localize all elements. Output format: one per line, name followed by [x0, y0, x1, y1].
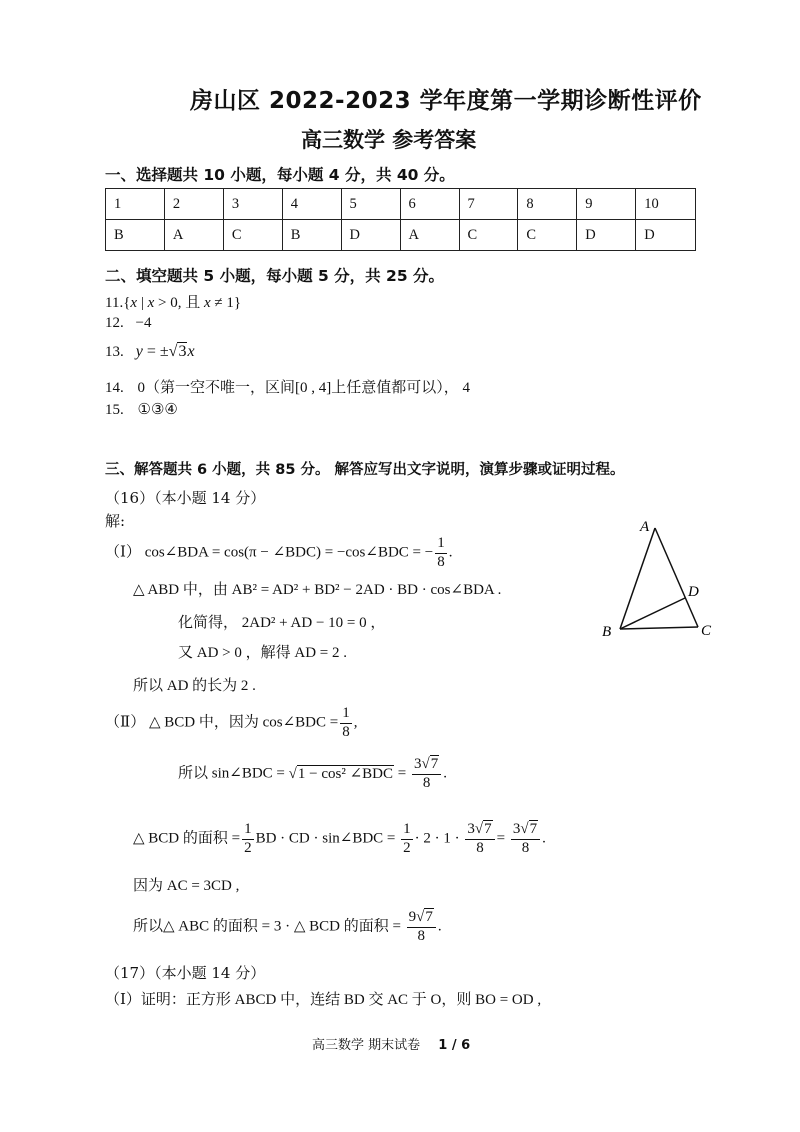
math-text: 3 [467, 821, 475, 837]
frac-den: 8 [422, 774, 431, 791]
side-ac [655, 528, 698, 627]
frac-num [412, 757, 441, 775]
frac-den: 8 [476, 839, 484, 856]
triangle-figure [596, 516, 736, 646]
table-cell: A [400, 220, 459, 251]
sqrt-sign: √7 [474, 821, 492, 837]
table-cell: A [164, 220, 223, 251]
frac-den: 2 [244, 839, 252, 856]
math-var: x [187, 343, 195, 360]
frac-den: 8 [417, 927, 426, 944]
math-text: 7 [529, 821, 538, 837]
part2-line4: 因为 AC = 3CD , [133, 878, 240, 894]
sqrt-sign: √7 [421, 756, 439, 772]
side-bc [620, 627, 698, 629]
table-cell: C [518, 220, 577, 251]
part2-line1: （Ⅱ） △ BCD 中，因为 cos∠BDC = $\frac{1}{8}$ , [105, 705, 358, 740]
table-cell: B [282, 220, 341, 251]
math-text: = [397, 765, 407, 782]
frac-num: 1 [340, 706, 352, 724]
answer-line-11 [105, 291, 241, 312]
sqrt-sign: √7 [520, 821, 538, 837]
part2-line2: 所以 sin∠BDC = √1 − cos² ∠BDC = $\frac{3√7}{8}$ . [178, 756, 447, 791]
table-cell: 10 [636, 189, 696, 220]
math-var: x [203, 295, 211, 311]
fraction [242, 822, 254, 857]
table-cell: 5 [341, 189, 400, 220]
math-text: 3 [512, 821, 521, 837]
frac-den: 2 [403, 839, 411, 856]
question-number: 15. [105, 402, 124, 418]
frac-den: 8 [342, 723, 350, 740]
sqrt-sign: √3 [168, 343, 187, 360]
math-text: 7 [425, 909, 433, 925]
part1-line2: △ ABD 中，由 AB² = AD² + BD² − 2AD · BD · cos∠BDA . [133, 582, 502, 598]
table-cell: C [223, 220, 282, 251]
question-17-line1: （Ⅰ）证明：正方形 ABCD 中，连结 BD 交 AC 于 O，则 BO = OD , [105, 992, 542, 1008]
math-text: 7 [484, 821, 492, 837]
table-cell: B [106, 220, 165, 251]
page-number: 1 / 6 [438, 1038, 471, 1053]
math-text: 3 [413, 756, 422, 772]
fraction [435, 536, 447, 571]
frac-num: 1 [435, 536, 447, 554]
table-row-answers [106, 220, 696, 251]
frac-den: 8 [521, 839, 530, 856]
math-text: 1 − cos² ∠BDC [297, 765, 393, 782]
part-label: （Ⅱ） [105, 714, 146, 731]
math-text: { [123, 295, 131, 311]
question-number: 12. [105, 315, 124, 331]
math-text: △ BCD 中，因为 cos∠BDC = [148, 714, 339, 731]
table-cell: 8 [518, 189, 577, 220]
section-heading-fill-in: 二、填空题共 5 小题，每小题 5 分，共 25 分。 [105, 267, 445, 285]
math-var: y [135, 343, 143, 360]
math-text: · 2 · 1 · [414, 830, 460, 847]
part2-line5: 所以△ ABC 的面积 = 3 · △ BCD 的面积 = $\frac{9√7}{8}$ . [133, 909, 442, 944]
label-d: D [688, 584, 699, 600]
math-text: △ BCD 的面积 = [133, 830, 241, 847]
section-heading-multiple-choice: 一、选择题共 10 小题，每小题 4 分，共 40 分。 [105, 166, 455, 184]
math-text: BD · CD · sin∠BDC = [255, 830, 396, 847]
part1-line4: 又 AD > 0 ，解得 AD = 2 . [178, 645, 347, 661]
label-b: B [602, 624, 612, 640]
math-text: 所以△ ABC 的面积 = 3 · △ BCD 的面积 = [133, 918, 401, 935]
answer-line-12 [105, 315, 151, 332]
part1-line3: 化简得， 2AD² + AD − 10 = 0 ， [178, 615, 386, 631]
math-text: cos∠BDA = cos(π − ∠BDC) = −cos∠BDC = − [144, 544, 434, 561]
question-16-header: （16）（本小题 14 分） [105, 489, 266, 507]
page-subtitle: 高三数学 参考答案 [301, 128, 477, 152]
sqrt-sign: √7 [416, 909, 433, 925]
math-text: 所以 sin∠BDC = [178, 765, 285, 782]
table-cell: 3 [223, 189, 282, 220]
math-text: = ± [142, 343, 169, 360]
math-text: > 0, 且 [154, 295, 204, 311]
label-a: A [640, 519, 650, 535]
answer-text: −4 [135, 315, 152, 331]
answer-line-15 [105, 400, 178, 419]
math-text: 3 [178, 343, 187, 360]
math-text: | [137, 295, 148, 311]
answer-table [105, 188, 696, 251]
table-cell: 1 [106, 189, 165, 220]
table-cell: D [341, 220, 400, 251]
table-cell: D [577, 220, 636, 251]
part1-line1: （Ⅰ） cos∠BDA = cos(π − ∠BDC) = −cos∠BDC = − $\frac{1}{8}$ . [105, 535, 453, 570]
fraction [511, 822, 540, 857]
part1-line5: 所以 AD 的长为 2 . [133, 678, 256, 694]
answer-line-14 [105, 376, 470, 397]
question-number: 13. [105, 344, 124, 360]
table-cell: 9 [577, 189, 636, 220]
footer-text: 高三数学 期末试卷 [312, 1038, 421, 1053]
frac-num: 1 [401, 822, 413, 840]
frac-den: 8 [437, 553, 445, 570]
solve-label: 解: [105, 512, 126, 530]
table-cell: C [459, 220, 518, 251]
math-text: 9 [408, 909, 417, 925]
table-cell: 2 [164, 189, 223, 220]
table-cell: D [636, 220, 696, 251]
question-number: 14. [105, 380, 124, 396]
fraction [407, 910, 436, 945]
question-17-header: （17）（本小题 14 分） [105, 964, 266, 982]
math-text: 7 [430, 756, 439, 772]
table-cell: 4 [282, 189, 341, 220]
answer-line-13 [105, 343, 195, 361]
fraction [412, 757, 441, 792]
frac-num [465, 822, 494, 840]
side-ab [620, 528, 655, 629]
sqrt-sign: √1 − cos² ∠BDC [288, 765, 393, 782]
section-heading-solutions: 三、解答题共 6 小题，共 85 分。 解答应写出文字说明，演算步骤或证明过程。 [105, 462, 625, 478]
table-row-question-numbers [106, 189, 696, 220]
frac-num [407, 910, 436, 928]
fraction [465, 822, 494, 857]
table-cell: 6 [400, 189, 459, 220]
math-var: x [130, 295, 138, 311]
frac-num [511, 822, 540, 840]
table-cell: 7 [459, 189, 518, 220]
frac-num: 1 [242, 822, 254, 840]
fraction [340, 706, 352, 741]
math-text: ≠ 1} [210, 295, 242, 311]
answer-text: 0（第一空不唯一，区间[0 , 4]上任意值都可以）， 4 [137, 380, 470, 396]
fraction [401, 822, 413, 857]
label-c: C [701, 623, 712, 639]
footer [312, 1034, 470, 1053]
math-var: x [147, 295, 155, 311]
answer-text: ①③④ [137, 402, 178, 418]
page-title: 房山区 2022-2023 学年度第一学期诊断性评价 [190, 88, 702, 114]
part-label: （Ⅰ） [105, 544, 141, 561]
part2-line3: △ BCD 的面积 = $\frac{1}{2}$ BD · CD · sin∠BDC = $\frac{1}{2}$ · 2 · 1 · $\frac{3√7}{8}$ = $\frac{3√7}{8}$ . [133, 821, 546, 856]
question-number: 11. [105, 295, 124, 311]
